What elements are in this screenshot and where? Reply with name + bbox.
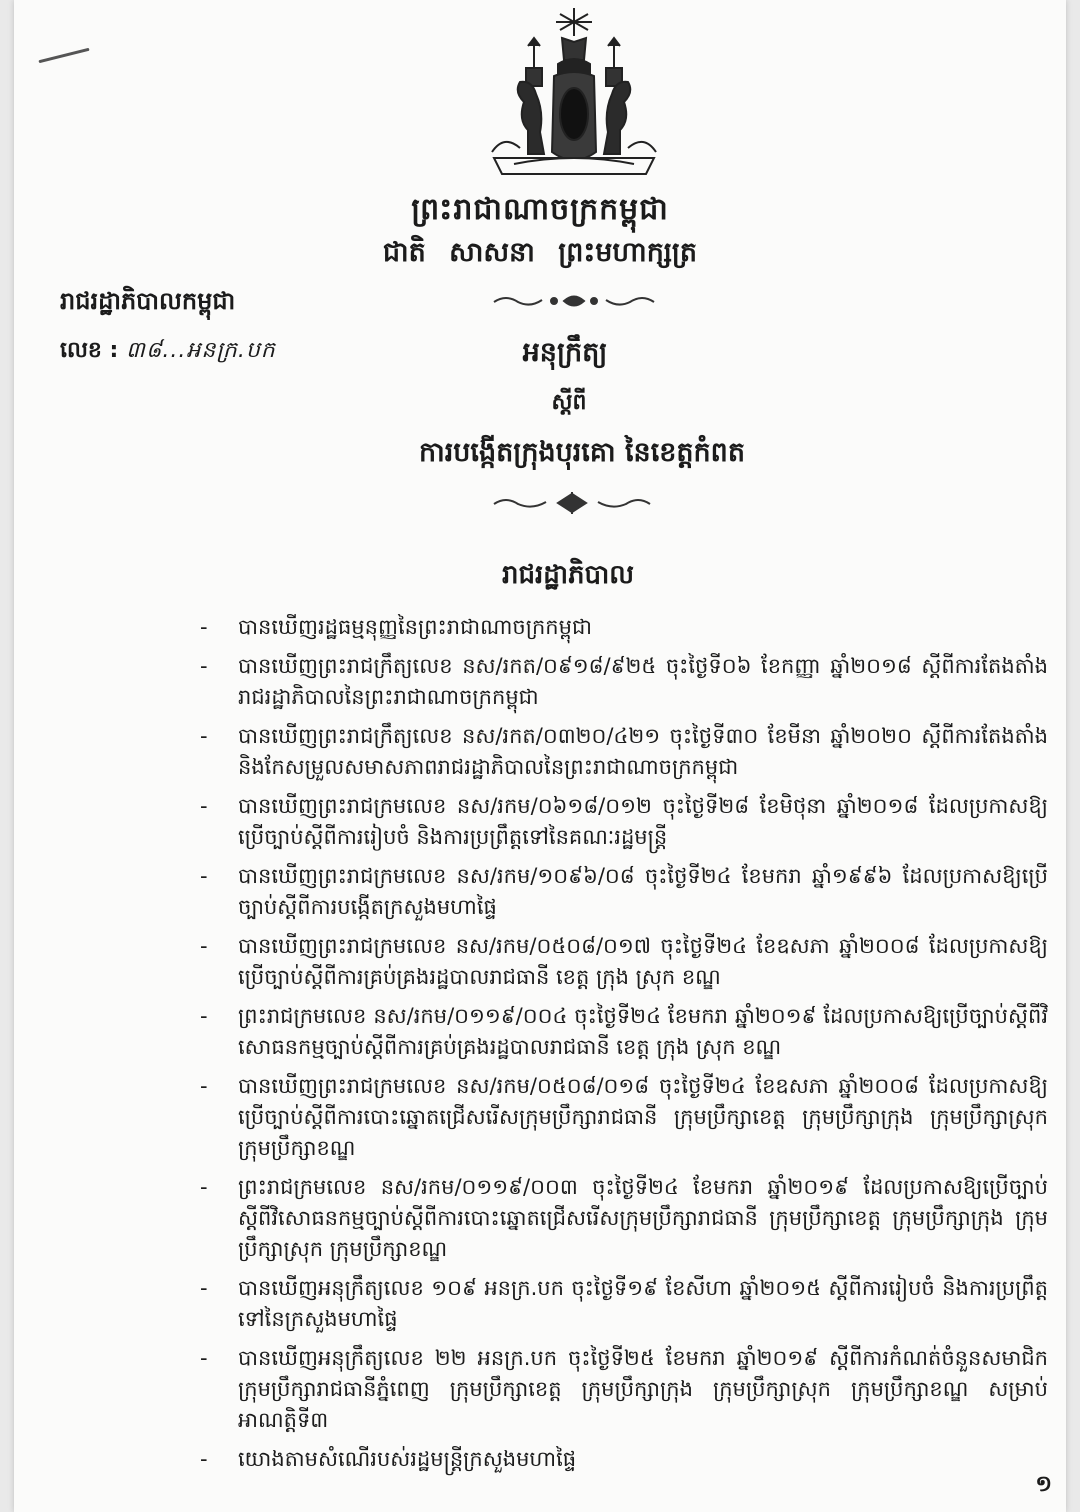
list-item (200, 1001, 1048, 1063)
clause-text: បានឃើញព្រះរាជក្រមលេខ នស/រកម/០៦១៨/០១២ ចុះថ្ងៃទី២៨ ខែមិថុនា ឆ្នាំ២០១៨ ដែលប្រកាសឱ្យប្រើច្បាប់ស្តីពីការរៀបចំ និងការប្រព្រឹត្តទៅនៃគណៈរដ្ឋមន្ត្រី (238, 794, 1048, 849)
clause-text: បានឃើញព្រះរាជក្រមលេខ នស/រកម/១០៩៦/០៨ ចុះថ្ងៃទី២៤ ខែមករា ឆ្នាំ១៩៩៦ ដែលប្រកាសឱ្យប្រើច្បាប់ស្តីពីការបង្កើតក្រសួងមហាផ្ទៃ (238, 864, 1048, 919)
list-item (200, 791, 1048, 853)
dash-bullet: - (200, 1346, 208, 1370)
dash-bullet: - (200, 1276, 208, 1300)
dash-bullet: - (200, 724, 208, 748)
dash-bullet: - (200, 1004, 208, 1028)
about-label: ស្តីពី (551, 390, 587, 415)
list-item (200, 1444, 1048, 1475)
list-item (200, 1273, 1048, 1335)
pen-mark (38, 48, 89, 63)
clause-text: យោងតាមសំណើរបស់រដ្ឋមន្ត្រីក្រសួងមហាផ្ទៃ (238, 1447, 577, 1471)
dash-bullet: - (200, 1447, 208, 1471)
list-item (200, 931, 1048, 993)
number-label: លេខ : (60, 338, 119, 363)
list-item (200, 1071, 1048, 1164)
dash-bullet: - (200, 934, 208, 958)
royal-coat-of-arms-emblem (484, 2, 664, 182)
dash-bullet: - (200, 794, 208, 818)
clause-text: បានឃើញរដ្ឋធម្មនុញ្ញនៃព្រះរាជាណាចក្រកម្ពុជា (238, 615, 592, 639)
document-page (14, 0, 1066, 1512)
dash-bullet: - (200, 615, 208, 639)
ornament-divider-icon (484, 290, 664, 312)
clause-text: ព្រះរាជក្រមលេខ នស/រកម/០១១៩/០០៤ ចុះថ្ងៃទី២៤ ខែមករា ឆ្នាំ២០១៩ ដែលប្រកាសឱ្យប្រើច្បាប់ស្តីពីវិសោធនកម្មច្បាប់ស្តីពីការគ្រប់គ្រងរដ្ឋបាលរាជធានី ខេត្ត ក្រុង ស្រុក ខណ្ឌ (238, 1004, 1048, 1059)
clause-text: ព្រះរាជក្រមលេខ នស/រកម/០១១៩/០០៣ ចុះថ្ងៃទី២៤ ខែមករា ឆ្នាំ២០១៩ ដែលប្រកាសឱ្យប្រើច្បាប់ស្តីពីវិសោធនកម្មច្បាប់ស្តីពីការបោះឆ្នោតជ្រើសរើសក្រុមប្រឹក្សារាជធានី ក្រុមប្រឹក្សាខេត្ត ក្រុមប្រឹក្សាក្រុង ក្រុមប្រឹក្សាស្រុក ក្រុមប្រឹក្សាខណ្ឌ (238, 1175, 1048, 1261)
ornament-divider-icon (482, 492, 662, 514)
dash-bullet: - (200, 1074, 208, 1098)
number-value: ៣៨...អនក្រ.បក (126, 338, 276, 363)
list-item (200, 1172, 1048, 1265)
document-type-title: អនុក្រឹត្យ (522, 337, 608, 368)
national-motto: ជាតិ សាសនា ព្រះមហាក្សត្រ (382, 237, 698, 268)
clause-text: បានឃើញព្រះរាជក្រឹត្យលេខ នស/រកត/០៣២០/៤២១ ចុះថ្ងៃទី៣០ ខែមីនា ឆ្នាំ២០២០ ស្តីពីការតែងតាំង និងកែសម្រួលសមាសភាពរាជរដ្ឋាភិបាលនៃព្រះរាជាណាចក្រកម្ពុជា (238, 724, 1048, 779)
kingdom-title: ព្រះរាជាណាចក្រកម្ពុជា (411, 192, 669, 227)
page-number: ១ (1035, 1472, 1052, 1497)
clause-text: បានឃើញព្រះរាជក្រឹត្យលេខ នស/រកត/០៩១៨/៩២៥ ចុះថ្ងៃទី០៦ ខែកញ្ញា ឆ្នាំ២០១៨ ស្តីពីការតែងតាំងរាជរដ្ឋាភិបាលនៃព្រះរាជាណាចក្រកម្ពុជា (238, 654, 1048, 709)
clause-text: បានឃើញព្រះរាជក្រមលេខ នស/រកម/០៥០៨/០១៨ ចុះថ្ងៃទី២៤ ខែឧសភា ឆ្នាំ២០០៨ ដែលប្រកាសឱ្យប្រើច្បាប់ស្តីពីការបោះឆ្នោតជ្រើសរើសក្រុមប្រឹក្សារាជធានី ក្រុមប្រឹក្សាខេត្ត ក្រុមប្រឹក្សាក្រុង ក្រុមប្រឹក្សាស្រុក ក្រុមប្រឹក្សាខណ្ឌ (238, 1074, 1048, 1160)
dash-bullet: - (200, 654, 208, 678)
list-item (200, 861, 1048, 923)
list-item (200, 1343, 1048, 1436)
clause-text: បានឃើញព្រះរាជក្រមលេខ នស/រកម/០៥០៨/០១៧ ចុះថ្ងៃទី២៤ ខែឧសភា ឆ្នាំ២០០៨ ដែលប្រកាសឱ្យប្រើច្បាប់ស្តីពីការគ្រប់គ្រងរដ្ឋបាលរាជធានី ខេត្ត ក្រុង ស្រុក ខណ្ឌ (238, 934, 1048, 989)
clause-text: បានឃើញអនុក្រឹត្យលេខ ១០៩ អនក្រ.បក ចុះថ្ងៃទី១៩ ខែសីហា ឆ្នាំ២០១៥ ស្តីពីការរៀបចំ និងការប្រព្រឹត្តទៅនៃក្រសួងមហាផ្ទៃ (238, 1276, 1048, 1331)
decree-subject: ការបង្កើតក្រុងបុរគោ នៃខេត្តកំពត (419, 437, 745, 468)
clause-text: បានឃើញអនុក្រឹត្យលេខ ២២ អនក្រ.បក ចុះថ្ងៃទី២៥ ខែមករា ឆ្នាំ២០១៩ ស្តីពីការកំណត់ចំនួនសមាជិកក្រុមប្រឹក្សារាជធានីភ្នំពេញ ក្រុមប្រឹក្សាខេត្ត ក្រុមប្រឹក្សាក្រុង ក្រុមប្រឹក្សាស្រុក ក្រុមប្រឹក្សាខណ្ឌ សម្រាប់អាណត្តិទី៣ (238, 1346, 1048, 1432)
list-item (200, 651, 1048, 713)
dash-bullet: - (200, 864, 208, 888)
list-item (200, 612, 1048, 643)
section-heading: រាជរដ្ឋាភិបាល (501, 560, 635, 590)
preamble-clauses (200, 612, 1048, 1483)
dash-bullet: - (200, 1175, 208, 1199)
government-label: រាជរដ្ឋាភិបាលកម្ពុជា (60, 287, 236, 315)
list-item (200, 721, 1048, 783)
